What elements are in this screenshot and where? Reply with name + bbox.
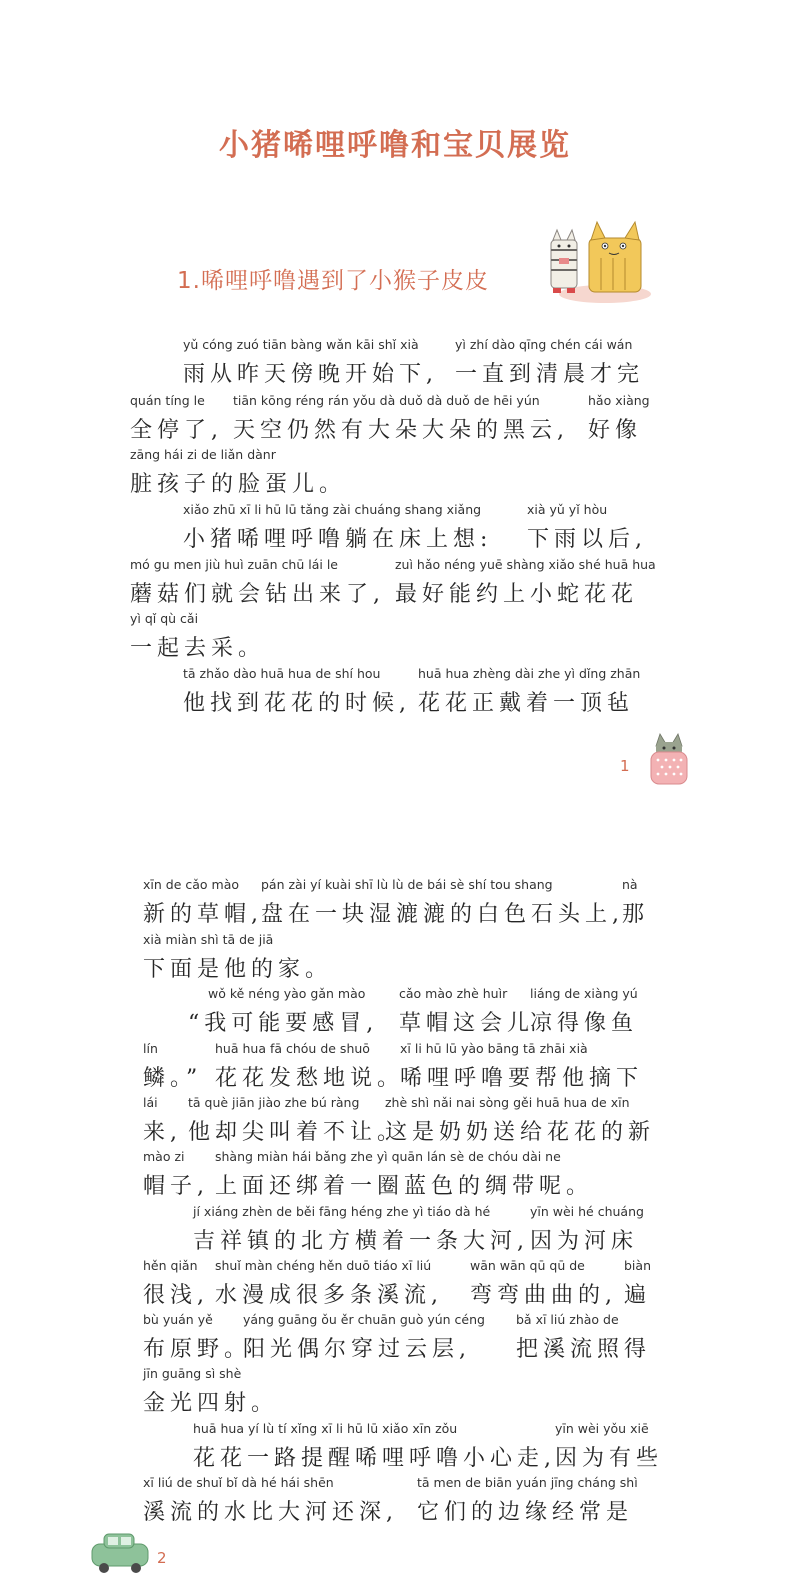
chapter-title: 1.唏哩呼噜遇到了小猴子皮皮 — [177, 268, 489, 294]
pinyin: wān wān qū qū de — [470, 1258, 585, 1273]
pinyin: shuǐ màn chéng hěn duō tiáo xī liú — [215, 1258, 432, 1273]
pinyin: zāng hái zi de liǎn dànr — [130, 447, 276, 462]
page-number: 1 — [620, 757, 630, 775]
hanzi: 最好能约上小蛇花花 — [395, 582, 639, 607]
hanzi: 花花发愁地说。 — [215, 1066, 405, 1091]
pinyin: xī li hū lū yào bāng tā zhāi xià — [400, 1041, 588, 1056]
pinyin: huā hua yí lù tí xǐng xī li hū lū xiǎo xīn zǒu — [193, 1421, 458, 1436]
pinyin: xià miàn shì tā de jiā — [143, 932, 274, 947]
hanzi: 下面是他的家。 — [143, 957, 333, 982]
pinyin: tiān kōng réng rán yǒu dà duǒ dà duǒ de hēi yún — [233, 393, 540, 408]
text-line — [0, 502, 790, 562]
hanzi: 吉祥镇的北方横着一条大河, — [193, 1229, 529, 1254]
text-line — [0, 666, 790, 726]
text-line — [0, 1421, 790, 1481]
pinyin: huā hua zhèng dài zhe yì dǐng zhān — [418, 666, 641, 681]
pinyin: biàn — [624, 1258, 651, 1273]
hanzi: 因为有些 — [555, 1446, 664, 1471]
hanzi: 新的草帽, — [143, 902, 263, 927]
pinyin: nà — [622, 877, 638, 892]
pinyin: mó gu men jiù huì zuān chū lái le — [130, 557, 338, 572]
hanzi: 帽子, — [143, 1174, 209, 1199]
pinyin: zhè shì nǎi nai sòng gěi huā hua de xīn — [385, 1095, 630, 1110]
hanzi: 它们的边缘经常是 — [417, 1500, 634, 1525]
pinyin: lái — [143, 1095, 158, 1110]
text-line — [0, 1041, 790, 1101]
hanzi: 遍 — [624, 1283, 652, 1308]
hanzi: 溪流的水比大河还深, — [143, 1500, 398, 1525]
text-line — [0, 447, 790, 507]
page-number: 2 — [157, 1549, 167, 1567]
pinyin: huā hua fā chóu de shuō — [215, 1041, 370, 1056]
green-car-icon — [88, 1530, 152, 1573]
pinyin: xià yǔ yǐ hòu — [527, 502, 608, 517]
pinyin: yì zhí dào qīng chén cái wán — [455, 337, 633, 352]
pinyin: yǔ cóng zuó tiān bàng wǎn kāi shǐ xià — [183, 337, 419, 352]
pinyin: yīn wèi hé chuáng — [530, 1204, 644, 1219]
cat-in-basket-icon — [648, 732, 690, 786]
pinyin: wǒ kě néng yào gǎn mào — [208, 986, 366, 1001]
text-line — [0, 1475, 790, 1535]
pinyin: pán zài yí kuài shī lù lù de bái sè shí tou shang — [261, 877, 553, 892]
hanzi: 金光四射。 — [143, 1391, 279, 1416]
pinyin: yì qǐ qù cǎi — [130, 611, 199, 626]
pinyin: liáng de xiàng yú — [530, 986, 638, 1001]
pinyin: hěn qiǎn — [143, 1258, 198, 1273]
hanzi: 蘑菇们就会钻出来了, — [130, 582, 385, 607]
hanzi: 凉得像鱼 — [530, 1011, 639, 1036]
hanzi: 阳光偶尔穿过云层, — [243, 1337, 471, 1362]
hanzi: 很浅, — [143, 1283, 209, 1308]
pinyin: zuì hǎo néng yuē shàng xiǎo shé huā hua — [395, 557, 656, 572]
text-line — [0, 1095, 790, 1155]
hanzi: 好像 — [588, 418, 643, 443]
hanzi: 上面还绑着一圈蓝色的绸带呢。 — [215, 1174, 594, 1199]
pinyin: xiǎo zhū xī li hū lū tǎng zài chuáng shang xiǎng — [183, 502, 482, 517]
pinyin: xī liú de shuǐ bǐ dà hé hái shēn — [143, 1475, 334, 1490]
text-line — [0, 1258, 790, 1318]
hanzi: 弯弯曲曲的, — [470, 1283, 617, 1308]
hanzi: 天空仍然有大朵大朵的黑云, — [233, 418, 569, 443]
hanzi: 因为河床 — [530, 1229, 639, 1254]
hanzi: 把溪流照得 — [516, 1337, 652, 1362]
hanzi: 花花正戴着一顶毡 — [418, 691, 635, 716]
text-line — [0, 932, 790, 992]
text-line — [0, 1204, 790, 1264]
book-title: 小猪唏哩呼噜和宝贝展览 — [219, 128, 571, 163]
hanzi: 那 — [622, 902, 650, 927]
pinyin: hǎo xiàng — [588, 393, 650, 408]
hanzi: 下雨以后, — [527, 527, 647, 552]
text-line — [0, 1366, 790, 1426]
hanzi: 来, — [143, 1120, 182, 1145]
hanzi: 布原野。 — [143, 1337, 252, 1362]
hanzi: 全停了, — [130, 418, 223, 443]
pinyin: mào zi — [143, 1149, 185, 1164]
hanzi: 这是奶奶送给花花的新 — [385, 1120, 656, 1145]
pinyin: tā què jiān jiào zhe bú ràng — [188, 1095, 360, 1110]
pinyin: cǎo mào zhè huìr — [399, 986, 508, 1001]
hanzi: 一直到清晨才完 — [455, 362, 645, 387]
hanzi: “我可能要感冒, — [188, 1011, 379, 1036]
page-two — [0, 800, 790, 1573]
hanzi: 草帽这会儿 — [399, 1011, 535, 1036]
text-line — [0, 337, 790, 397]
pinyin: tā men de biān yuán jīng cháng shì — [417, 1475, 638, 1490]
hanzi: 他却尖叫着不让。 — [188, 1120, 405, 1145]
pinyin: quán tíng le — [130, 393, 205, 408]
pinyin: jīn guāng sì shè — [143, 1366, 242, 1381]
text-line — [0, 986, 790, 1046]
text-line — [0, 393, 790, 453]
pinyin: yáng guāng ǒu ěr chuān guò yún céng — [243, 1312, 485, 1327]
pinyin: bù yuán yě — [143, 1312, 213, 1327]
hanzi: 他找到花花的时候, — [183, 691, 411, 716]
pinyin: jí xiáng zhèn de běi fāng héng zhe yì tiáo dà hé — [193, 1204, 491, 1219]
text-line — [0, 877, 790, 937]
hanzi: 雨从昨天傍晚开始下, — [183, 362, 438, 387]
hanzi: 一起去采。 — [130, 636, 266, 661]
hanzi: 花花一路提醒唏哩呼噜小心走, — [193, 1446, 556, 1471]
pig-and-cat-icon — [545, 218, 651, 304]
text-line — [0, 1312, 790, 1372]
pinyin: bǎ xī liú zhào de — [516, 1312, 619, 1327]
pinyin: lín — [143, 1041, 158, 1056]
pinyin: tā zhǎo dào huā hua de shí hou — [183, 666, 381, 681]
hanzi: 水漫成很多条溪流, — [215, 1283, 443, 1308]
hanzi: 小猪唏哩呼噜躺在床上想: — [183, 527, 493, 552]
hanzi: 唏哩呼噜要帮他摘下 — [400, 1066, 644, 1091]
hanzi: 鳞。” — [143, 1066, 203, 1091]
pinyin: shàng miàn hái bǎng zhe yì quān lán sè de chóu dài ne — [215, 1149, 561, 1164]
pinyin: xīn de cǎo mào — [143, 877, 240, 892]
hanzi: 脏孩子的脸蛋儿。 — [130, 472, 347, 497]
hanzi: 盘在一块湿漉漉的白色石头上, — [261, 902, 624, 927]
text-line — [0, 557, 790, 617]
pinyin: yīn wèi yǒu xiē — [555, 1421, 649, 1436]
text-line — [0, 611, 790, 671]
text-line — [0, 1149, 790, 1209]
